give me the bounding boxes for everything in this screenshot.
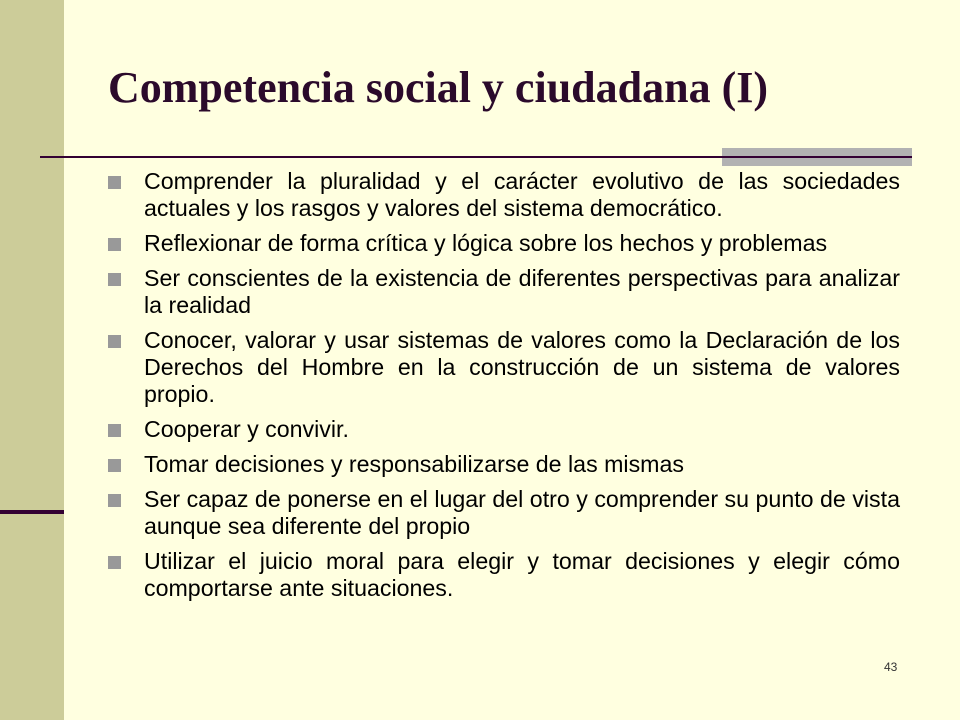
bullet-text: Conocer, valorar y usar sistemas de valores como la Declaración de los Derechos del Hombre en la construcción de un sistema de valores propio. xyxy=(144,327,900,407)
square-bullet-icon xyxy=(108,424,121,437)
bullet-item xyxy=(108,230,900,257)
bullet-list xyxy=(108,168,900,610)
bullet-item xyxy=(108,486,900,540)
bullet-item xyxy=(108,548,900,602)
square-bullet-icon xyxy=(108,335,121,348)
slide-title: Competencia social y ciudadana (I) xyxy=(108,63,768,112)
bullet-item xyxy=(108,168,900,222)
left-decorative-band xyxy=(0,0,64,720)
bullet-text: Tomar decisiones y responsabilizarse de las mismas xyxy=(144,451,684,477)
square-bullet-icon xyxy=(108,176,121,189)
bullet-text: Ser conscientes de la existencia de diferentes perspectivas para analizar la realidad xyxy=(144,265,900,318)
bullet-item xyxy=(108,327,900,408)
bullet-item xyxy=(108,265,900,319)
left-band-accent-line xyxy=(0,510,64,514)
bullet-text: Utilizar el juicio moral para elegir y tomar decisiones y elegir cómo comportarse ante situaciones. xyxy=(144,548,900,601)
bullet-text: Cooperar y convivir. xyxy=(144,416,349,442)
bullet-text: Ser capaz de ponerse en el lugar del otro y comprender su punto de vista aunque sea diferente del propio xyxy=(144,486,900,539)
title-divider-accent-line xyxy=(722,156,912,158)
square-bullet-icon xyxy=(108,273,121,286)
square-bullet-icon xyxy=(108,494,121,507)
bullet-text: Comprender la pluralidad y el carácter evolutivo de las sociedades actuales y los rasgos y valores del sistema democrático. xyxy=(144,168,900,221)
square-bullet-icon xyxy=(108,459,121,472)
bullet-text: Reflexionar de forma crítica y lógica sobre los hechos y problemas xyxy=(144,230,828,256)
bullet-item xyxy=(108,451,900,478)
square-bullet-icon xyxy=(108,556,121,569)
bullet-item xyxy=(108,416,900,443)
page-number: 43 xyxy=(884,660,898,674)
square-bullet-icon xyxy=(108,238,121,251)
